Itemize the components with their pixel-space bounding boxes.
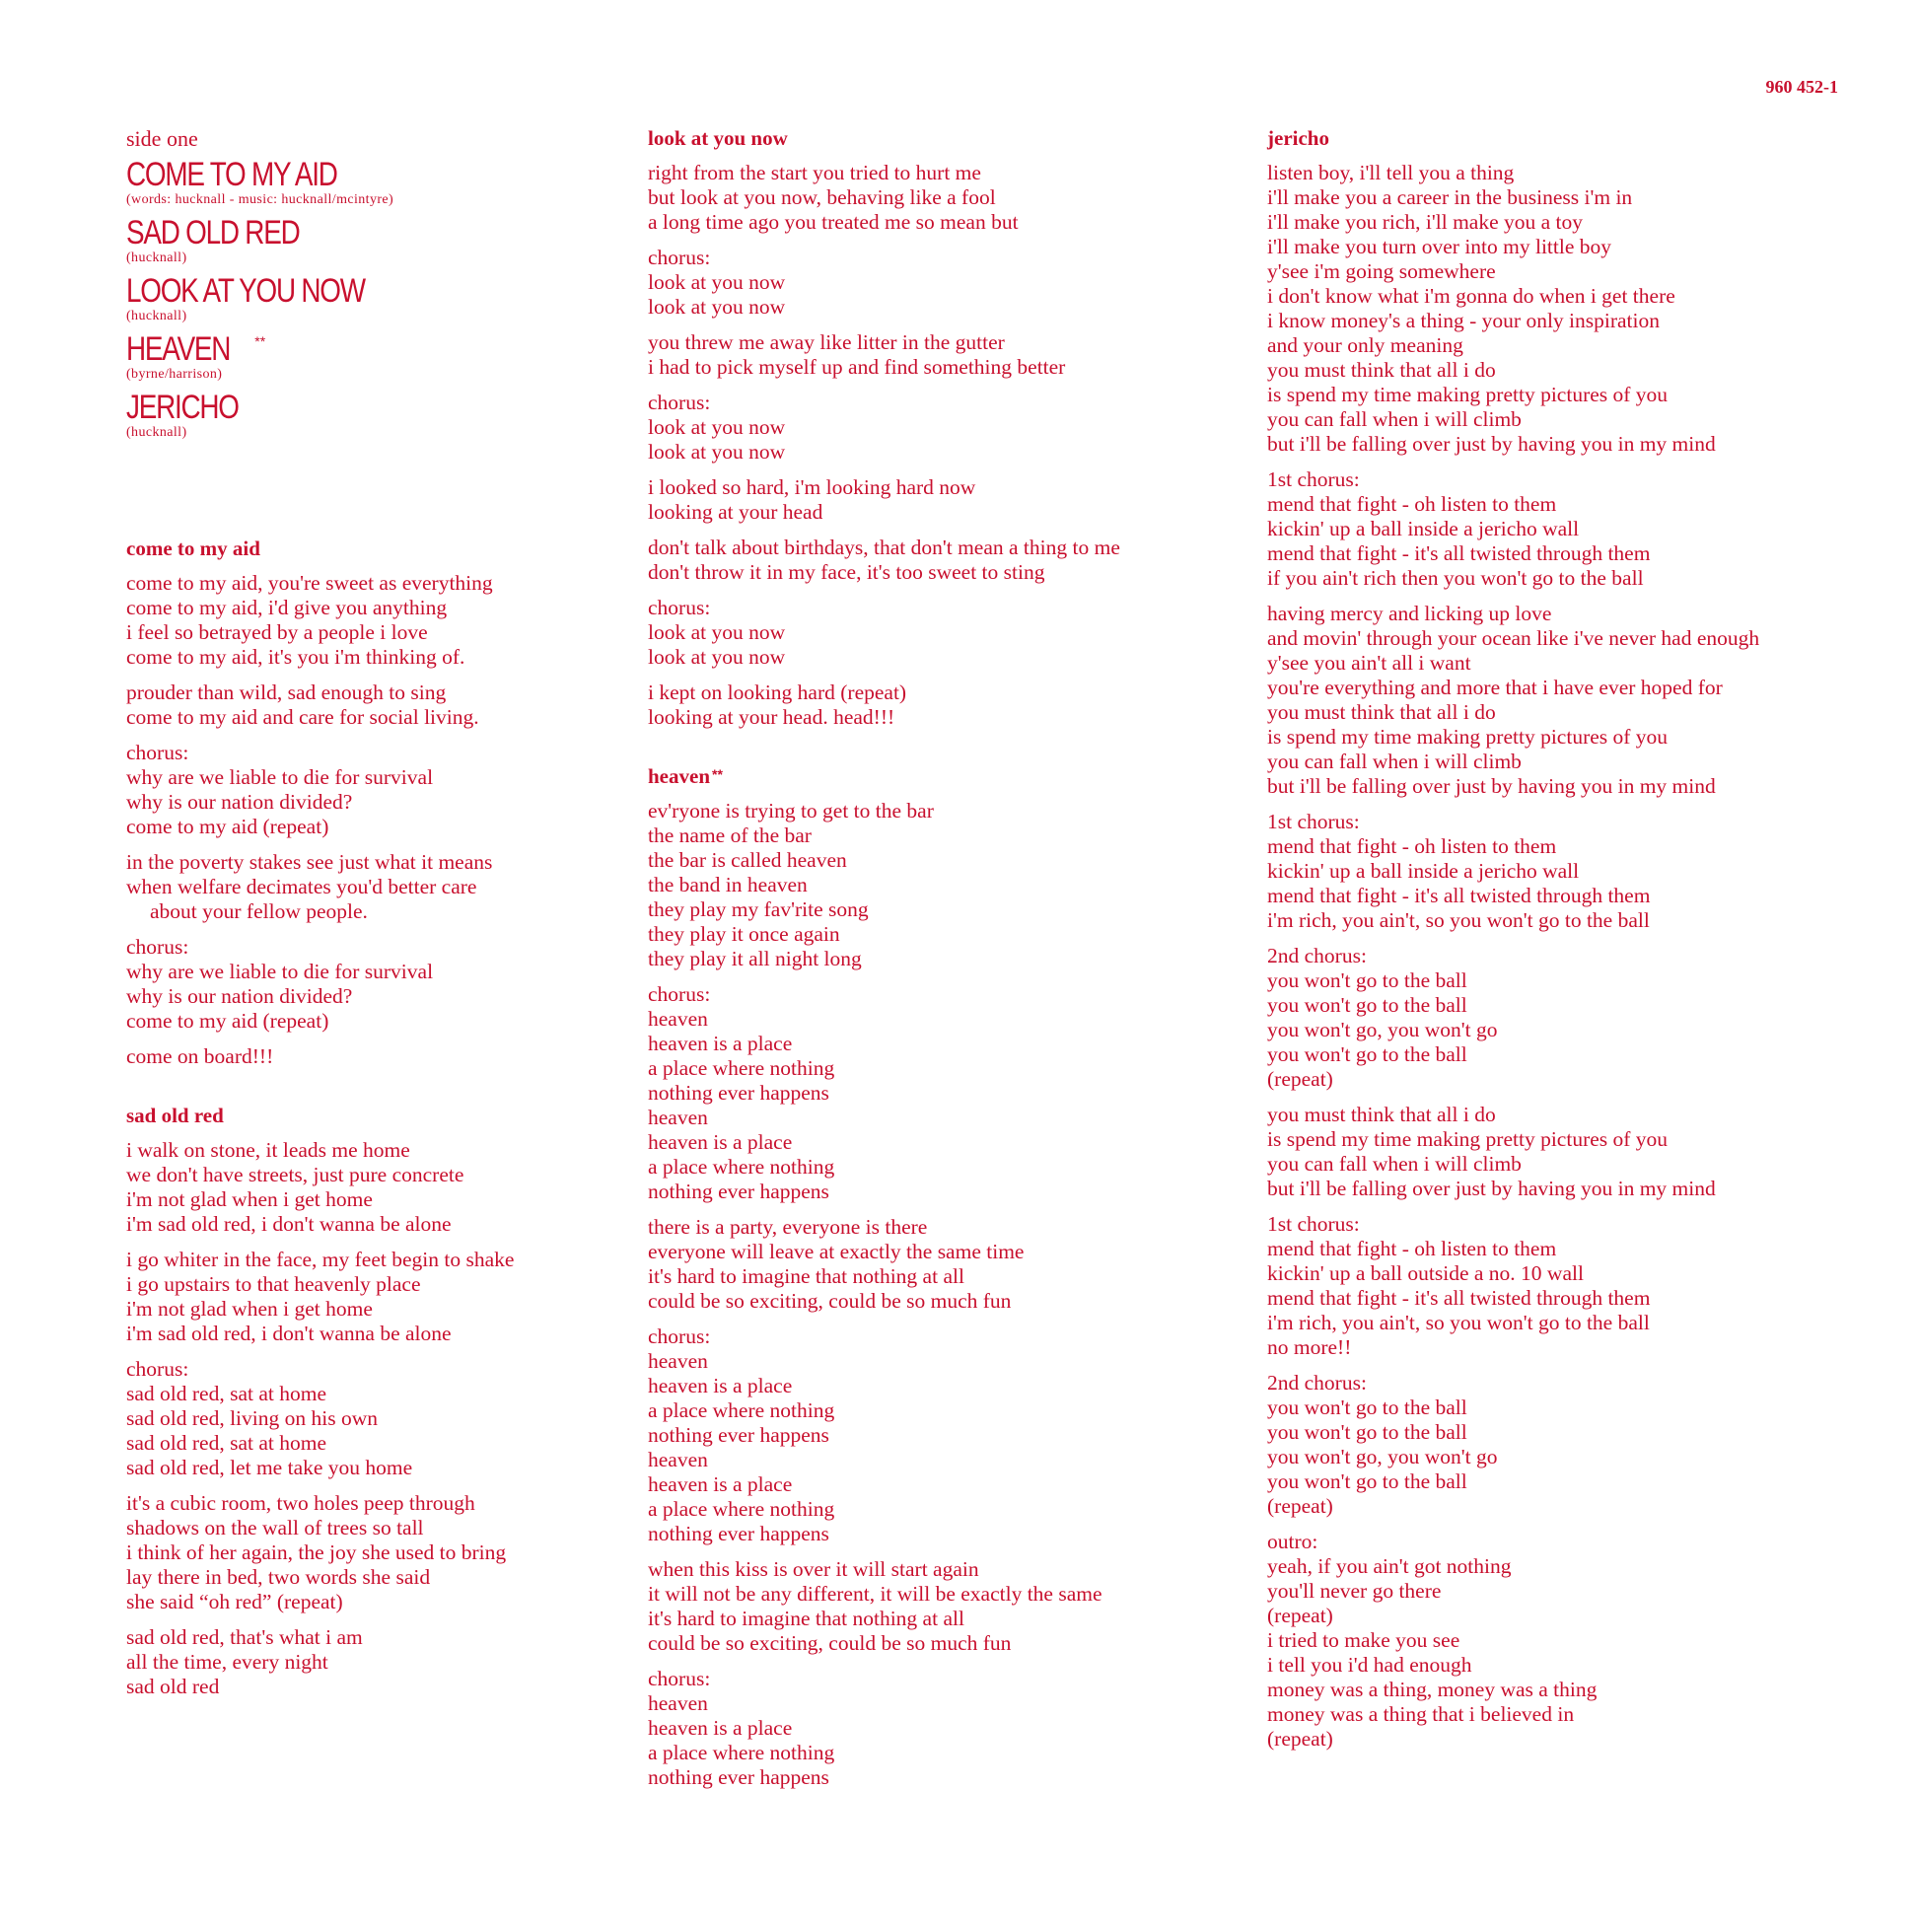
lyric-line: outro: bbox=[1267, 1530, 1318, 1553]
stanza-list bbox=[1267, 161, 1898, 1752]
lyric-line: nothing ever happens bbox=[648, 1180, 829, 1203]
lyric-line: you can fall when i will climb bbox=[1267, 1152, 1522, 1176]
lyric-line: you must think that all i do bbox=[1267, 358, 1496, 382]
lyric-line: heaven is a place bbox=[648, 1130, 793, 1154]
lyric-line: a place where nothing bbox=[648, 1741, 835, 1764]
lyric-line: why are we liable to die for survival bbox=[126, 765, 434, 789]
song-lyrics bbox=[126, 1104, 659, 1699]
lyric-line: chorus: bbox=[648, 246, 711, 269]
lyric-line: nothing ever happens bbox=[648, 1522, 829, 1545]
stanza bbox=[648, 330, 1240, 380]
stanza-list bbox=[648, 161, 1240, 730]
catalog-number: 960 452-1 bbox=[1765, 77, 1838, 97]
stanza bbox=[126, 1138, 659, 1237]
footnote-mark: ** bbox=[712, 766, 723, 782]
track-title: COME TO MY AID bbox=[126, 156, 337, 193]
lyric-line: money was a thing, money was a thing bbox=[1267, 1678, 1598, 1701]
lyric-line: i go upstairs to that heavenly place bbox=[126, 1272, 421, 1296]
track-credit: (hucknall) bbox=[126, 250, 187, 265]
stanza bbox=[126, 1491, 659, 1614]
lyric-line: but look at you now, behaving like a fool bbox=[648, 185, 996, 209]
lyric-line: the bar is called heaven bbox=[648, 848, 847, 872]
lyric-line: you won't go to the ball bbox=[1267, 968, 1467, 992]
lyric-line: look at you now bbox=[648, 645, 786, 669]
lyric-line: heaven bbox=[648, 1007, 708, 1031]
lyric-line: (repeat) bbox=[1267, 1604, 1333, 1627]
stanza bbox=[648, 246, 1240, 320]
stanza-list bbox=[648, 799, 1240, 1790]
lyric-line: could be so exciting, could be so much fun bbox=[648, 1289, 1012, 1313]
lyric-line: is spend my time making pretty pictures of you bbox=[1267, 383, 1669, 406]
lyric-line: mend that fight - oh listen to them bbox=[1267, 492, 1557, 516]
lyric-line: no more!! bbox=[1267, 1335, 1352, 1359]
lyric-line: is spend my time making pretty pictures of you bbox=[1267, 1127, 1669, 1151]
song-lyrics bbox=[126, 537, 659, 1069]
lyric-line: heaven bbox=[648, 1349, 708, 1373]
stanza bbox=[1267, 810, 1898, 933]
stanza bbox=[1267, 1212, 1898, 1360]
stanza bbox=[126, 1248, 659, 1346]
lyric-line: (repeat) bbox=[1267, 1494, 1333, 1518]
stanza bbox=[1267, 944, 1898, 1092]
lyric-line: nothing ever happens bbox=[648, 1765, 829, 1789]
lyric-line: we don't have streets, just pure concrete bbox=[126, 1163, 464, 1186]
lyric-line: come to my aid (repeat) bbox=[126, 815, 329, 838]
lyric-line: chorus: bbox=[126, 741, 189, 764]
lyric-line: i'm rich, you ain't, so you won't go to the ball bbox=[1267, 908, 1650, 932]
stanza bbox=[648, 799, 1240, 971]
stanza bbox=[1267, 602, 1898, 799]
lyric-line: heaven is a place bbox=[648, 1032, 793, 1055]
stanza-list bbox=[126, 571, 659, 1069]
lyric-line: come on board!!! bbox=[126, 1044, 274, 1068]
song-title: sad old red bbox=[126, 1104, 224, 1127]
track-item bbox=[126, 215, 659, 265]
lyric-line: y'see you ain't all i want bbox=[1267, 651, 1471, 675]
lyric-line: looking at your head. head!!! bbox=[648, 705, 895, 729]
lyric-line: chorus: bbox=[648, 391, 711, 414]
lyric-line: if you ain't rich then you won't go to the ball bbox=[1267, 566, 1644, 590]
track-item bbox=[126, 390, 659, 440]
lyric-line: come to my aid (repeat) bbox=[126, 1009, 329, 1033]
lyric-line: come to my aid, it's you i'm thinking of. bbox=[126, 645, 465, 669]
lyric-line: a place where nothing bbox=[648, 1398, 835, 1422]
track-credit: (words: hucknall - music: hucknall/mcintyre) bbox=[126, 192, 394, 207]
track-title: SAD OLD RED bbox=[126, 214, 300, 251]
lyric-line: i tried to make you see bbox=[1267, 1628, 1460, 1652]
lyric-line: sad old red, sat at home bbox=[126, 1382, 327, 1405]
lyric-line: she said “oh red” (repeat) bbox=[126, 1590, 343, 1613]
lyric-line: i looked so hard, i'm looking hard now bbox=[648, 475, 976, 499]
stanza bbox=[648, 1324, 1240, 1546]
lyric-line: kickin' up a ball inside a jericho wall bbox=[1267, 517, 1580, 540]
lyric-line: you won't go, you won't go bbox=[1267, 1445, 1498, 1468]
lyric-line: you must think that all i do bbox=[1267, 700, 1496, 724]
lyric-line: i think of her again, the joy she used to bring bbox=[126, 1540, 507, 1564]
lyric-line: why is our nation divided? bbox=[126, 790, 353, 814]
lyric-line: you'll never go there bbox=[1267, 1579, 1442, 1603]
song-lyrics bbox=[1267, 126, 1898, 1752]
lyric-line: chorus: bbox=[648, 982, 711, 1006]
lyric-line: a place where nothing bbox=[648, 1497, 835, 1521]
lyric-line: could be so exciting, could be so much fun bbox=[648, 1631, 1012, 1655]
lyric-line: the band in heaven bbox=[648, 873, 808, 896]
lyric-line: 1st chorus: bbox=[1267, 1212, 1360, 1236]
track-item bbox=[126, 273, 659, 323]
lyric-line: i don't know what i'm gonna do when i get there bbox=[1267, 284, 1675, 308]
lyric-line: sad old red, that's what i am bbox=[126, 1625, 363, 1649]
lyric-line: i feel so betrayed by a people i love bbox=[126, 620, 428, 644]
lyric-line: lay there in bed, two words she said bbox=[126, 1565, 431, 1589]
lyric-line: kickin' up a ball inside a jericho wall bbox=[1267, 859, 1580, 883]
song-lyrics bbox=[648, 764, 1240, 1790]
column-right bbox=[1267, 126, 1898, 1762]
lyric-line: you won't go to the ball bbox=[1267, 1420, 1467, 1444]
lyric-line: i walk on stone, it leads me home bbox=[126, 1138, 410, 1162]
lyric-line: nothing ever happens bbox=[648, 1081, 829, 1105]
lyric-line: look at you now bbox=[648, 440, 786, 464]
lyric-line: i'll make you turn over into my little boy bbox=[1267, 235, 1612, 258]
track-title: JERICHO bbox=[126, 389, 239, 426]
lyric-line: heaven is a place bbox=[648, 1716, 793, 1740]
lyric-line: chorus: bbox=[648, 1667, 711, 1690]
lyric-line: (repeat) bbox=[1267, 1067, 1333, 1091]
track-title: LOOK AT YOU NOW bbox=[126, 272, 365, 310]
column-middle bbox=[648, 126, 1240, 1801]
lyric-line: there is a party, everyone is there bbox=[648, 1215, 928, 1239]
stanza bbox=[648, 1557, 1240, 1656]
lyric-line: you threw me away like litter in the gutter bbox=[648, 330, 1005, 354]
stanza bbox=[126, 1625, 659, 1699]
stanza bbox=[1267, 1371, 1898, 1519]
song-title: jericho bbox=[1267, 126, 1329, 150]
lyric-line: i'm sad old red, i don't wanna be alone bbox=[126, 1322, 452, 1345]
lyric-line: i'll make you rich, i'll make you a toy bbox=[1267, 210, 1584, 234]
lyric-line: mend that fight - it's all twisted through them bbox=[1267, 1286, 1651, 1310]
lyric-line: sad old red, sat at home bbox=[126, 1431, 327, 1455]
lyric-line: in the poverty stakes see just what it means bbox=[126, 850, 493, 874]
song-title: look at you now bbox=[648, 126, 788, 150]
stanza bbox=[648, 596, 1240, 670]
stanza bbox=[648, 1667, 1240, 1790]
lyric-line: don't talk about birthdays, that don't mean a thing to me bbox=[648, 536, 1120, 559]
lyric-line: chorus: bbox=[126, 1357, 189, 1381]
lyric-line: you can fall when i will climb bbox=[1267, 750, 1522, 773]
lyric-line: kickin' up a ball outside a no. 10 wall bbox=[1267, 1261, 1584, 1285]
stanza bbox=[126, 741, 659, 839]
lyric-line: prouder than wild, sad enough to sing bbox=[126, 680, 447, 704]
lyric-line: you can fall when i will climb bbox=[1267, 407, 1522, 431]
lyric-line: chorus: bbox=[648, 1324, 711, 1348]
stanza bbox=[648, 161, 1240, 235]
lyric-line: look at you now bbox=[648, 270, 786, 294]
stanza bbox=[648, 1215, 1240, 1314]
stanza bbox=[648, 475, 1240, 525]
lyric-line: heaven bbox=[648, 1106, 708, 1129]
stanza bbox=[126, 571, 659, 670]
lyric-line: is spend my time making pretty pictures of you bbox=[1267, 725, 1669, 749]
lyric-line: but i'll be falling over just by having you in my mind bbox=[1267, 774, 1716, 798]
lyric-line: heaven bbox=[648, 1691, 708, 1715]
lyric-line: yeah, if you ain't got nothing bbox=[1267, 1554, 1512, 1578]
lyric-line: you won't go to the ball bbox=[1267, 1469, 1467, 1493]
lyric-line: about your fellow people. bbox=[150, 899, 368, 923]
track-credit: (hucknall) bbox=[126, 309, 187, 323]
track-credit: (byrne/harrison) bbox=[126, 367, 223, 382]
stanza bbox=[1267, 1530, 1898, 1752]
column-left bbox=[126, 126, 659, 1710]
lyric-line: don't throw it in my face, it's too sweet to sting bbox=[648, 560, 1045, 584]
lyric-line: i go whiter in the face, my feet begin to shake bbox=[126, 1248, 515, 1271]
lyric-line: look at you now bbox=[648, 295, 786, 319]
lyric-line: nothing ever happens bbox=[648, 1423, 829, 1447]
stanza bbox=[126, 1044, 659, 1069]
side-label: side one bbox=[126, 126, 198, 151]
lyric-line: i had to pick myself up and find something better bbox=[648, 355, 1066, 379]
lyric-line: i'm rich, you ain't, so you won't go to the ball bbox=[1267, 1311, 1650, 1334]
lyric-line: having mercy and licking up love bbox=[1267, 602, 1552, 625]
lyric-line: and your only meaning bbox=[1267, 333, 1463, 357]
lyric-line: heaven bbox=[648, 1448, 708, 1471]
footnote-mark: ** bbox=[254, 333, 266, 349]
stanza bbox=[126, 935, 659, 1034]
lyric-line: it's a cubic room, two holes peep through bbox=[126, 1491, 475, 1515]
lyric-line: a long time ago you treated me so mean but bbox=[648, 210, 1019, 234]
song-title-text: heaven bbox=[648, 764, 710, 788]
track-credit: (hucknall) bbox=[126, 425, 187, 440]
lyric-line: it's hard to imagine that nothing at all bbox=[648, 1607, 964, 1630]
track-list bbox=[126, 157, 659, 440]
lyric-line: look at you now bbox=[648, 415, 786, 439]
lyric-line: right from the start you tried to hurt me bbox=[648, 161, 981, 184]
lyric-line: look at you now bbox=[648, 620, 786, 644]
stanza bbox=[648, 391, 1240, 465]
lyric-line: chorus: bbox=[126, 935, 189, 959]
lyric-line: 1st chorus: bbox=[1267, 810, 1360, 833]
lyric-line: a place where nothing bbox=[648, 1056, 835, 1080]
lyric-line: i'm not glad when i get home bbox=[126, 1187, 373, 1211]
lyric-line: everyone will leave at exactly the same time bbox=[648, 1240, 1025, 1263]
lyric-line: mend that fight - it's all twisted through them bbox=[1267, 884, 1651, 907]
lyric-line: when this kiss is over it will start again bbox=[648, 1557, 979, 1581]
lyric-line: come to my aid, you're sweet as everything bbox=[126, 571, 493, 595]
track-title: HEAVEN bbox=[126, 330, 231, 368]
lyric-line: why is our nation divided? bbox=[126, 984, 353, 1008]
lyric-line: (repeat) bbox=[1267, 1727, 1333, 1751]
lyric-line: heaven is a place bbox=[648, 1472, 793, 1496]
lyric-line: i tell you i'd had enough bbox=[1267, 1653, 1472, 1677]
stanza bbox=[126, 1357, 659, 1480]
lyric-line: i kept on looking hard (repeat) bbox=[648, 680, 907, 704]
lyric-line: it will not be any different, it will be exactly the same bbox=[648, 1582, 1102, 1606]
lyric-line: but i'll be falling over just by having you in my mind bbox=[1267, 432, 1716, 456]
lyric-line: you won't go to the ball bbox=[1267, 993, 1467, 1017]
lyric-line: i'm sad old red, i don't wanna be alone bbox=[126, 1212, 452, 1236]
lyric-line: sad old red, let me take you home bbox=[126, 1456, 413, 1479]
lyric-line: i'm not glad when i get home bbox=[126, 1297, 373, 1321]
stanza bbox=[648, 536, 1240, 585]
lyric-line: mend that fight - oh listen to them bbox=[1267, 1237, 1557, 1260]
lyric-line: the name of the bar bbox=[648, 823, 812, 847]
lyric-line: come to my aid, i'd give you anything bbox=[126, 596, 448, 619]
lyric-line: mend that fight - it's all twisted through them bbox=[1267, 541, 1651, 565]
lyric-line: sad old red bbox=[126, 1675, 220, 1698]
stanza bbox=[1267, 161, 1898, 457]
lyric-line: a place where nothing bbox=[648, 1155, 835, 1179]
lyric-line: chorus: bbox=[648, 596, 711, 619]
lyric-line: shadows on the wall of trees so tall bbox=[126, 1516, 424, 1539]
lyric-line: they play it once again bbox=[648, 922, 840, 946]
stanza bbox=[648, 680, 1240, 730]
lyric-line: they play it all night long bbox=[648, 947, 862, 970]
lyric-line: i know money's a thing - your only inspiration bbox=[1267, 309, 1661, 332]
song-title: come to my aid bbox=[126, 537, 260, 560]
lyric-line: but i'll be falling over just by having you in my mind bbox=[1267, 1177, 1716, 1200]
track-item bbox=[126, 331, 659, 382]
lyric-line: you're everything and more that i have ever hoped for bbox=[1267, 676, 1723, 699]
lyric-line: mend that fight - oh listen to them bbox=[1267, 834, 1557, 858]
stanza bbox=[126, 850, 659, 924]
stanza bbox=[1267, 467, 1898, 591]
lyric-line: 2nd chorus: bbox=[1267, 944, 1367, 967]
lyric-line: 1st chorus: bbox=[1267, 467, 1360, 491]
song-title bbox=[648, 764, 1240, 789]
lyric-line: they play my fav'rite song bbox=[648, 897, 869, 921]
stanza bbox=[648, 982, 1240, 1204]
lyric-line: you won't go to the ball bbox=[1267, 1042, 1467, 1066]
lyric-line: all the time, every night bbox=[126, 1650, 328, 1674]
lyric-line: when welfare decimates you'd better care bbox=[126, 875, 477, 898]
lyric-line: why are we liable to die for survival bbox=[126, 960, 434, 983]
lyric-line: come to my aid and care for social living. bbox=[126, 705, 479, 729]
lyric-line: money was a thing that i believed in bbox=[1267, 1702, 1575, 1726]
track-item bbox=[126, 157, 659, 207]
lyric-line: you won't go, you won't go bbox=[1267, 1018, 1498, 1041]
lyric-line: y'see i'm going somewhere bbox=[1267, 259, 1496, 283]
song-lyrics bbox=[648, 126, 1240, 730]
lyric-line: you won't go to the ball bbox=[1267, 1395, 1467, 1419]
lyric-line: and movin' through your ocean like i've never had enough bbox=[1267, 626, 1760, 650]
lyric-line: i'll make you a career in the business i'm in bbox=[1267, 185, 1633, 209]
lyric-line: sad old red, living on his own bbox=[126, 1406, 378, 1430]
lyric-line: listen boy, i'll tell you a thing bbox=[1267, 161, 1515, 184]
stanza bbox=[126, 680, 659, 730]
stanza-list bbox=[126, 1138, 659, 1699]
lyric-line: 2nd chorus: bbox=[1267, 1371, 1367, 1395]
lyric-line: looking at your head bbox=[648, 500, 823, 524]
stanza bbox=[1267, 1103, 1898, 1201]
lyric-line: heaven is a place bbox=[648, 1374, 793, 1397]
lyric-line: ev'ryone is trying to get to the bar bbox=[648, 799, 934, 823]
lyric-line: you must think that all i do bbox=[1267, 1103, 1496, 1126]
lyric-line: it's hard to imagine that nothing at all bbox=[648, 1264, 964, 1288]
